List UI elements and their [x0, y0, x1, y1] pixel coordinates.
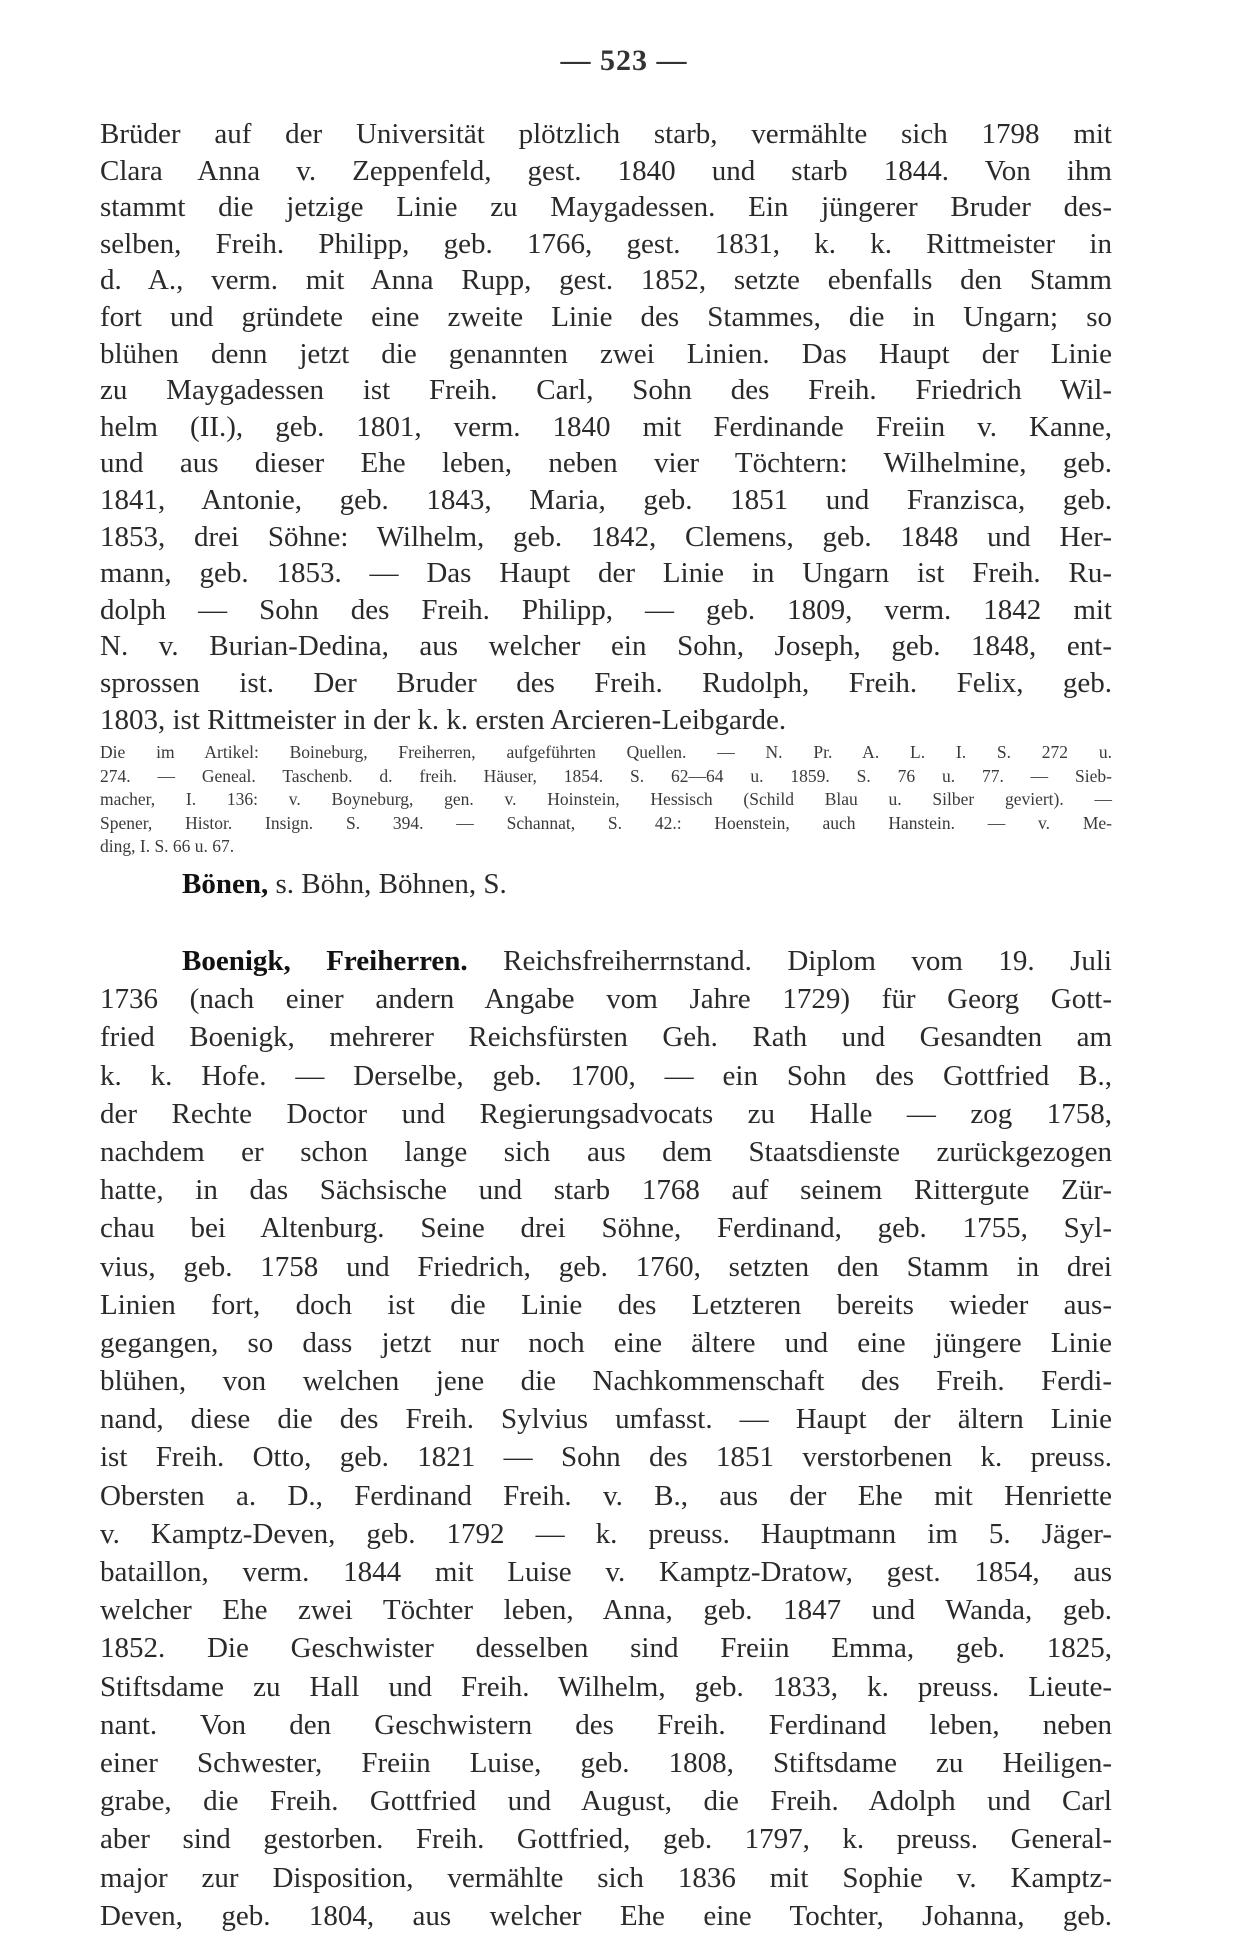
- text-line: gegangen, so dass jetzt nur noch eine ältere und eine jüngere Linie: [100, 1326, 1112, 1359]
- entry-boenen: [100, 868, 1112, 901]
- text-line: selben, Freih. Philipp, geb. 1766, gest. 1831, k. k. Rittmeister in: [100, 227, 1112, 260]
- text-line: d. A., verm. mit Anna Rupp, gest. 1852, setzte ebenfalls den Stamm: [100, 264, 1112, 297]
- text-line: Spener, Histor. Insign. S. 394. — Schannat, S. 42.: Hoenstein, auch Hanstein. — v. Me-: [100, 812, 1112, 833]
- text-line: macher, I. 136: v. Boyneburg, gen. v. Hoinstein, Hessisch (Schild Blau u. Silber geviert). —: [100, 789, 1112, 809]
- text-line: zu Maygadessen ist Freih. Carl, Sohn des Freih. Friedrich Wil-: [100, 374, 1112, 407]
- text-line: 1852. Die Geschwister desselben sind Freiin Emma, geb. 1825,: [100, 1632, 1112, 1665]
- text-line: der Rechte Doctor und Regierungsadvocats zu Halle — zog 1758,: [100, 1097, 1112, 1130]
- text-line: blühen, von welchen jene die Nachkommenschaft des Freih. Ferdi-: [100, 1365, 1112, 1398]
- text-line: major zur Disposition, vermählte sich 1836 mit Sophie v. Kamptz-: [100, 1861, 1112, 1894]
- text-line: Clara Anna v. Zeppenfeld, gest. 1840 und starb 1844. Von ihm: [100, 154, 1112, 187]
- text-line: welcher Ehe zwei Töchter leben, Anna, geb. 1847 und Wanda, geb.: [100, 1594, 1112, 1627]
- text-line: N. v. Burian-Dedina, aus welcher ein Sohn, Joseph, geb. 1848, ent-: [100, 630, 1112, 663]
- text-line: ist Freih. Otto, geb. 1821 — Sohn des 1851 verstorbenen k. preuss.: [100, 1441, 1112, 1474]
- text-line: stammt die jetzige Linie zu Maygadessen. Ein jüngerer Bruder des-: [100, 191, 1112, 224]
- entry-boenigk: [100, 942, 1112, 1935]
- text-line: 274. — Geneal. Taschenb. d. freih. Häuser, 1854. S. 62—64 u. 1859. S. 76 u. 77. — Sieb-: [100, 765, 1112, 786]
- text-line: helm (II.), geb. 1801, verm. 1840 mit Ferdinande Freiin v. Kanne,: [100, 410, 1112, 443]
- entry-boenen-text: s. Böhn, Böhnen, S.: [268, 868, 507, 900]
- text-line: einer Schwester, Freiin Luise, geb. 1808, Stiftsdame zu Heiligen-: [100, 1746, 1112, 1779]
- text-line: mann, geb. 1853. — Das Haupt der Linie in Ungarn ist Freih. Ru-: [100, 557, 1112, 590]
- text-line: chau bei Altenburg. Seine drei Söhne, Ferdinand, geb. 1755, Syl-: [100, 1212, 1112, 1245]
- text-line: k. k. Hofe. — Derselbe, geb. 1700, — ein Sohn des Gottfried B.,: [100, 1059, 1112, 1092]
- text-line: nachdem er schon lange sich aus dem Staatsdienste zurückgezogen: [100, 1135, 1112, 1168]
- text-line: und aus dieser Ehe leben, neben vier Töchtern: Wilhelmine, geb.: [100, 447, 1112, 480]
- headword-boenigk: Boenigk, Freiherren.: [182, 945, 468, 977]
- text-line: Obersten a. D., Ferdinand Freih. v. B., aus der Ehe mit Henriette: [100, 1479, 1112, 1512]
- text-line: 1803, ist Rittmeister in der k. k. ersten Arcieren-Leibgarde.: [100, 703, 787, 736]
- text-line: dolph — Sohn des Freih. Philipp, — geb. 1809, verm. 1842 mit: [100, 593, 1112, 626]
- text-line: Brüder auf der Universität plötzlich starb, vermählte sich 1798 mit: [100, 118, 1112, 150]
- text-line: hatte, in das Sächsische und starb 1768 auf seinem Rittergute Zür-: [100, 1174, 1112, 1207]
- text-line: v. Kamptz-Deven, geb. 1792 — k. preuss. Hauptmann im 5. Jäger-: [100, 1517, 1112, 1550]
- text-line: 1841, Antonie, geb. 1843, Maria, geb. 1851 und Franzisca, geb.: [100, 483, 1112, 516]
- text-line: fort und gründete eine zweite Linie des Stammes, die in Ungarn; so: [100, 300, 1112, 333]
- text-line: Deven, geb. 1804, aus welcher Ehe eine Tochter, Johanna, geb.: [100, 1899, 1112, 1932]
- text-line: nant. Von den Geschwistern des Freih. Ferdinand leben, neben: [100, 1708, 1112, 1741]
- text-line: Stiftsdame zu Hall und Freih. Wilhelm, geb. 1833, k. preuss. Lieute-: [100, 1670, 1112, 1703]
- text-line: blühen denn jetzt die genannten zwei Linien. Das Haupt der Linie: [100, 337, 1112, 370]
- text-line: 1853, drei Söhne: Wilhelm, geb. 1842, Clemens, geb. 1848 und Her-: [100, 520, 1112, 553]
- text-line: grabe, die Freih. Gottfried und August, die Freih. Adolph und Carl: [100, 1785, 1112, 1818]
- page-number: — 523 —: [560, 44, 688, 77]
- text-line: fried Boenigk, mehrerer Reichsfürsten Geh. Rath und Gesandten am: [100, 1021, 1112, 1054]
- text-line: [100, 942, 1112, 980]
- text-line: vius, geb. 1758 und Friedrich, geb. 1760, setzten den Stamm in drei: [100, 1250, 1112, 1283]
- text-line: bataillon, verm. 1844 mit Luise v. Kamptz-Dratow, gest. 1854, aus: [100, 1556, 1112, 1588]
- text-line: 1736 (nach einer andern Angabe vom Jahre 1729) für Georg Gott-: [100, 983, 1112, 1016]
- text-line: Linien fort, doch ist die Linie des Letzteren bereits wieder aus-: [100, 1288, 1112, 1321]
- text-line: aber sind gestorben. Freih. Gottfried, geb. 1797, k. preuss. General-: [100, 1823, 1112, 1856]
- text-line: sprossen ist. Der Bruder des Freih. Rudolph, Freih. Felix, geb.: [100, 666, 1112, 699]
- text-line-segment: Reichsfreiherrnstand. Diplom vom 19. Juli: [467, 945, 1112, 977]
- footnote-sources: [100, 741, 1112, 859]
- text-line: nand, diese die des Freih. Sylvius umfasst. — Haupt der ältern Linie: [100, 1403, 1112, 1436]
- headword-boenen: Bönen,: [182, 868, 269, 900]
- text-line: ding, I. S. 66 u. 67.: [100, 836, 235, 856]
- paragraph-continuation: [100, 116, 1112, 738]
- text-line: Die im Artikel: Boineburg, Freiherren, aufgeführten Quellen. — N. Pr. A. L. I. S. 272 u.: [100, 742, 1112, 762]
